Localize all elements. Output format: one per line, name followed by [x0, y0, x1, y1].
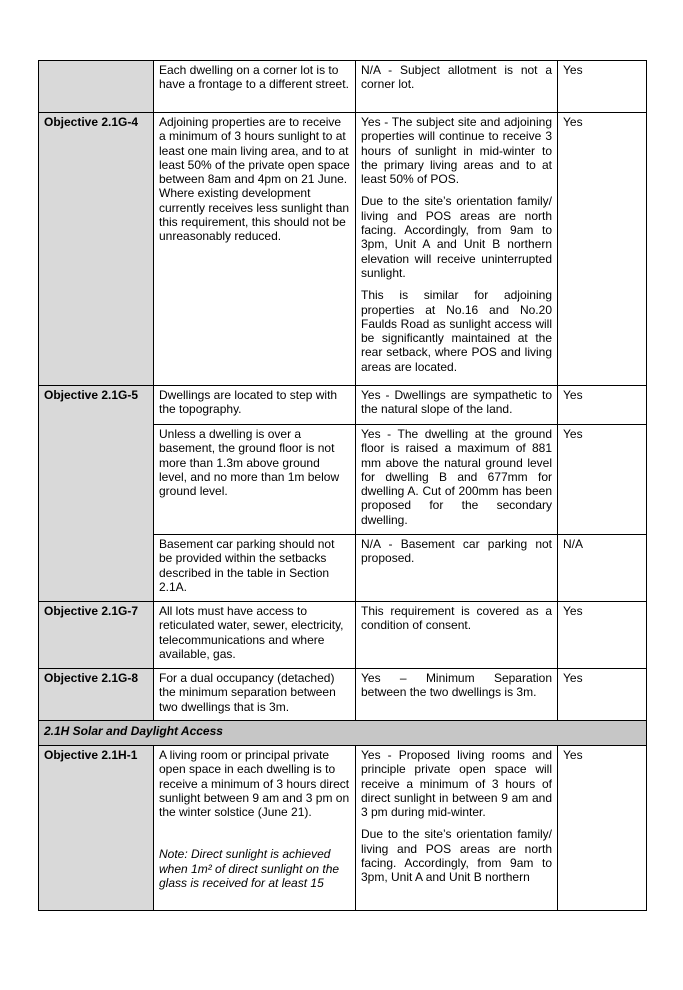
- response-cell: Yes – Minimum Separation between the two dwellings is 3m.: [356, 669, 558, 721]
- compliance-cell: Yes: [558, 61, 647, 113]
- compliance-cell: Yes: [558, 113, 647, 386]
- table-row: [39, 61, 647, 113]
- compliance-cell: Yes: [558, 669, 647, 721]
- control-cell: [154, 746, 356, 911]
- objective-cell: Objective 2.1G-5: [39, 386, 154, 602]
- response-cell: N/A - Subject allotment is not a corner lot.: [356, 61, 558, 113]
- control-cell: Unless a dwelling is over a basement, the ground floor is not more than 1.3m above ground level, and no more than 1m below ground level.: [154, 425, 356, 535]
- control-cell: All lots must have access to reticulated water, sewer, electricity, telecommunications and where available, gas.: [154, 602, 356, 669]
- response-cell: N/A - Basement car parking not proposed.: [356, 535, 558, 602]
- compliance-cell: Yes: [558, 425, 647, 535]
- objective-cell: Objective 2.1G-4: [39, 113, 154, 386]
- objective-cell: [39, 61, 154, 113]
- control-cell: Dwellings are located to step with the topography.: [154, 386, 356, 425]
- response-cell: Yes - The subject site and adjoining properties will continue to receive 3 hours of sunlight in mid-winter to the primary living areas and to at least 50% of POS. Due to the site’s orientation family/ living and POS areas are north facing. Accordingly, from 9am to 3pm, Unit A and Unit B northern elevation will receive uninterrupted sunlight. This is similar for adjoining properties at No.16 and No.20 Faulds Road as sunlight access will be significantly maintained at the rear setback, where POS and living areas are located.: [356, 113, 558, 386]
- objective-cell: Objective 2.1G-8: [39, 669, 154, 721]
- control-note: Note: Direct sunlight is achieved when 1m² of direct sunlight on the glass is received for at least 15: [159, 847, 340, 891]
- table-row: [39, 602, 647, 669]
- compliance-cell: Yes: [558, 602, 647, 669]
- table-row: [39, 113, 647, 386]
- table-row: [39, 669, 647, 721]
- objective-cell: Objective 2.1H-1: [39, 746, 154, 911]
- response-cell: Yes - Dwellings are sympathetic to the natural slope of the land.: [356, 386, 558, 425]
- table-row: [39, 386, 647, 425]
- section-title: 2.1H Solar and Daylight Access: [39, 721, 647, 746]
- control-cell: Basement car parking should not be provided within the setbacks described in the table in Section 2.1A.: [154, 535, 356, 602]
- compliance-cell: Yes: [558, 746, 647, 911]
- control-cell: For a dual occupancy (detached) the minimum separation between two dwellings that is 3m.: [154, 669, 356, 721]
- compliance-cell: N/A: [558, 535, 647, 602]
- response-cell: Yes - Proposed living rooms and principle private open space will receive a minimum of 3 hours of direct sunlight in between 9 am and 3 pm during mid-winter. Due to the site’s orientation family/ living and POS areas are north facing. Accordingly, from 9am to 3pm, Unit A and Unit B northern: [356, 746, 558, 911]
- control-text: A living room or principal private open space in each dwelling is to receive a minimum of 3 hours direct sunlight between 9 am and 3 pm on the winter solstice (June 21).: [159, 748, 350, 820]
- table-row: [39, 746, 647, 911]
- compliance-cell: Yes: [558, 386, 647, 425]
- response-cell: This requirement is covered as a condition of consent.: [356, 602, 558, 669]
- section-header-row: [39, 721, 647, 746]
- response-cell: Yes - The dwelling at the ground floor is raised a maximum of 881 mm above the natural ground level for dwelling B and 677mm for dwelling A. Cut of 200mm has been proposed for the secondary dwelling.: [356, 425, 558, 535]
- compliance-table: [38, 60, 647, 911]
- control-cell: Adjoining properties are to receive a minimum of 3 hours sunlight to at least one main living area, and to at least 50% of the private open space between 8am and 4pm on 21 June. Where existing development currently receives less sunlight than this requirement, this should not be unreasonably reduced.: [154, 113, 356, 386]
- control-cell: Each dwelling on a corner lot is to have a frontage to a different street.: [154, 61, 356, 113]
- objective-cell: Objective 2.1G-7: [39, 602, 154, 669]
